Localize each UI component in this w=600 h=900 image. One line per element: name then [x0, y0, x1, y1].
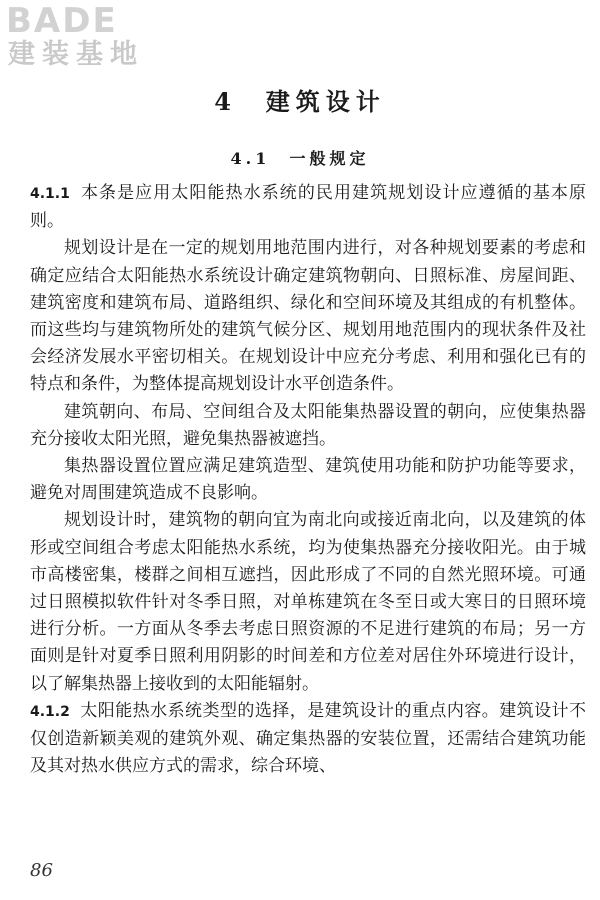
clause-4-1-1-paragraph-1 — [30, 180, 586, 235]
chapter-title — [0, 82, 600, 117]
chapter-title-text: 建筑设计 — [265, 87, 386, 116]
paragraph-text: 太阳能热水系统类型的选择，是建筑设计的重点内容。建筑设计不仅创造新颖美观的建筑外观、确定集热器的安装位置，还需结合建筑功能及其对热水供应方式的需求，综合环境、 — [30, 700, 586, 777]
body-text — [30, 180, 586, 780]
clause-number: 4.1.2 — [30, 703, 70, 720]
clause-4-1-1-paragraph-5: 规划设计时，建筑物的朝向宜为南北向或接近南北向，以及建筑的体形或空间组合考虑太阳能热水系统，均为使集热器充分接收阳光。由于城市高楼密集，楼群之间相互遮挡，因此形成了不同的自然光照环境。可通过日照模拟软件针对冬季日照，对单栋建筑在冬至日或大寒日的日照环境进行分析。一方面从冬季去考虑日照资源的不足进行建筑的布局；另一方面则是针对夏季日照利用阴影的时间差和方位差对居住外环境进行设计，以了解集热器上接收到的太阳能辐射。 — [30, 510, 586, 694]
watermark-subtitle: 建装基地 — [8, 39, 144, 70]
section-title — [0, 146, 600, 169]
chapter-number: 4 — [214, 87, 237, 116]
clause-number: 4.1.1 — [30, 186, 70, 202]
paragraph-text: 本条是应用太阳能热水系统的民用建筑规划设计应遵循的基本原则。 — [30, 183, 586, 232]
page-number: 86 — [30, 860, 53, 881]
watermark-logo — [6, 2, 144, 70]
clause-4-1-1-paragraph-4: 集热器设置位置应满足建筑造型、建筑使用功能和防护功能等要求，避免对周围建筑造成不良影响。 — [30, 456, 586, 504]
clause-4-1-1-paragraph-3: 建筑朝向、布局、空间组合及太阳能集热器设置的朝向，应使集热器充分接收太阳光照，避免集热器被遮挡。 — [30, 401, 586, 449]
clause-4-1-2-paragraph-1 — [30, 698, 586, 781]
watermark-brand: BADE — [6, 1, 118, 41]
clause-4-1-1-paragraph-2: 规划设计是在一定的规划用地范围内进行，对各种规划要素的考虑和确定应结合太阳能热水系统设计确定建筑物朝向、日照标准、房屋间距、建筑密度和建筑布局、道路组织、绿化和空间环境及其组成的有机整体。而这些均与建筑物所处的建筑气候分区、规划用地范围内的现状条件及社会经济发展水平密切相关。在规划设计中应充分考虑、利用和强化已有的特点和条件，为整体提高规划设计水平创造条件。 — [30, 238, 586, 395]
section-title-text: 一般规定 — [289, 149, 370, 168]
section-number: 4.1 — [230, 149, 271, 168]
